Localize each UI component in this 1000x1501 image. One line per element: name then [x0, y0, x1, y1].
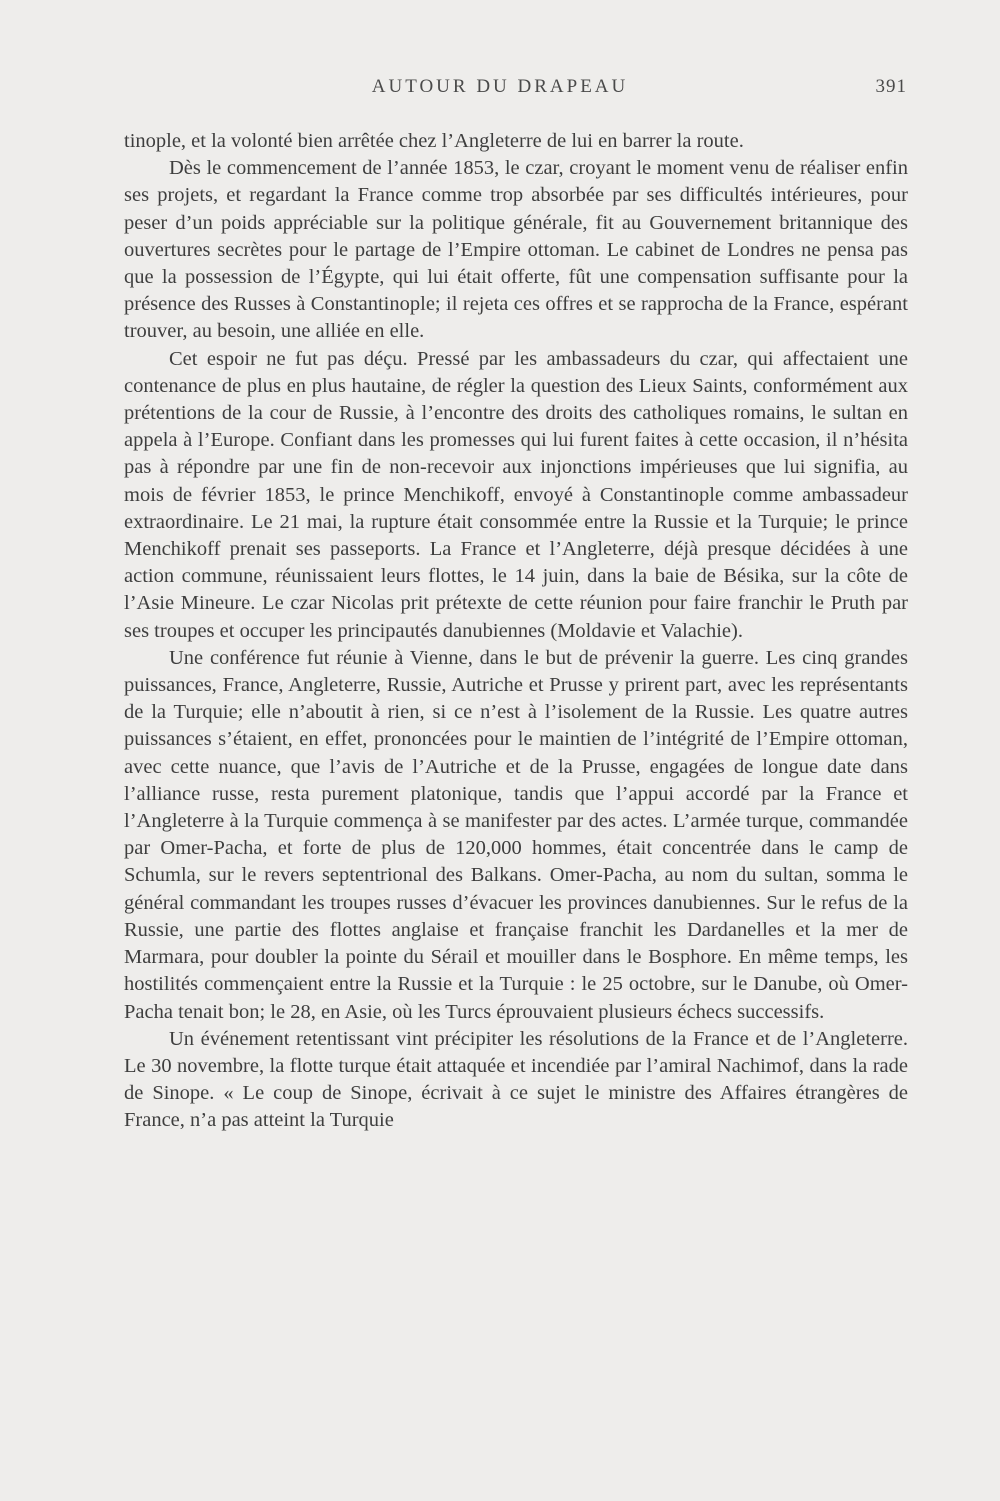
paragraph: Un événement retentissant vint précipiter les résolutions de la France et de l’Angleterre. Le 30 novembre, la flotte turque était attaquée et incendiée par l’amiral Nachimof, dans la rade de Sinope. « Le coup de Sinope, écrivait à ce sujet le ministre des Affaires étrangères de France, n’a pas atteint la Turquie: [124, 1027, 908, 1132]
running-head: [0, 76, 1000, 106]
paragraph: Dès le commencement de l’année 1853, le czar, croyant le moment venu de réaliser enfin ses projets, et regardant la France comme trop absorbée par ses difficultés intérieures, pour peser d’un poids appréciable sur la politique générale, fit au Gouvernement britannique des ouvertures secrètes pour le partage de l’Empire ottoman. Le cabinet de Londres ne pensa pas que la possession de l’Égypte, qui lui était offerte, fût une compensation suffisante pour la présence des Russes à Constantinople; il rejeta ces offres et se rapprocha de la France, espérant trouver, au besoin, une alliée en elle.: [124, 157, 908, 343]
paragraph: Une conférence fut réunie à Vienne, dans le but de prévenir la guerre. Les cinq grandes puissances, France, Angleterre, Russie, Autriche et Prusse y prirent part, avec les représentants de la Turquie; elle n’aboutit à rien, si ce n’est à l’isolement de la Russie. Les quatre autres puissances s’étaient, en effet, prononcées pour le maintien de l’intégrité de l’Empire ottoman, avec cette nuance, que l’avis de l’Autriche et de la Prusse, engagées de longue date dans l’alliance russe, resta purement platonique, tandis que l’appui accordé par la France et l’Angleterre à la Turquie commença à se manifester par des actes. L’armée turque, commandée par Omer-Pacha, et forte de plus de 120,000 hommes, était concentrée dans le camp de Schumla, sur le revers septentrional des Balkans. Omer-Pacha, au nom du sultan, somma le général commandant les troupes russes d’évacuer les provinces danubiennes. Sur le refus de la Russie, une partie des flottes anglaise et française franchit les Dardanelles et la mer de Marmara, pour doubler la pointe du Sérail et mouiller dans le Bosphore. En même temps, les hostilités commençaient entre la Russie et la Turquie : le 25 octobre, sur le Danube, où Omer-Pacha tenait bon; le 28, en Asie, où les Turcs éprouvaient plusieurs échecs successifs.: [124, 646, 908, 1023]
body-text: [124, 128, 908, 1135]
paragraph: Cet espoir ne fut pas déçu. Pressé par les ambassadeurs du czar, qui affectaient une contenance de plus en plus hautaine, de régler la question des Lieux Saints, conformément aux prétentions de la cour de Russie, à l’encontre des droits des catholiques romains, le sultan en appela à l’Europe. Confiant dans les promesses qui lui furent faites à cette occasion, il n’hésita pas à répondre par une fin de non-recevoir aux injonctions impérieuses que lui signifia, au mois de février 1853, le prince Menchikoff, envoyé à Constantinople comme ambassadeur extraordinaire. Le 21 mai, la rupture était consommée entre la Russie et la Turquie; le prince Menchikoff prenait ses passeports. La France et l’Angleterre, déjà presque décidées à une action commune, réunissaient leurs flottes, le 14 juin, dans la baie de Bésika, sur la côte de l’Asie Mineure. Le czar Nicolas prit prétexte de cette réunion pour faire franchir le Pruth par ses troupes et occuper les principautés danubiennes (Moldavie et Valachie).: [124, 347, 908, 642]
running-head-title: AUTOUR DU DRAPEAU: [371, 76, 629, 97]
paragraph-continuation: tinople, et la volonté bien arrêtée chez l’Angleterre de lui en barrer la route.: [124, 130, 744, 152]
page-number: 391: [875, 76, 907, 97]
